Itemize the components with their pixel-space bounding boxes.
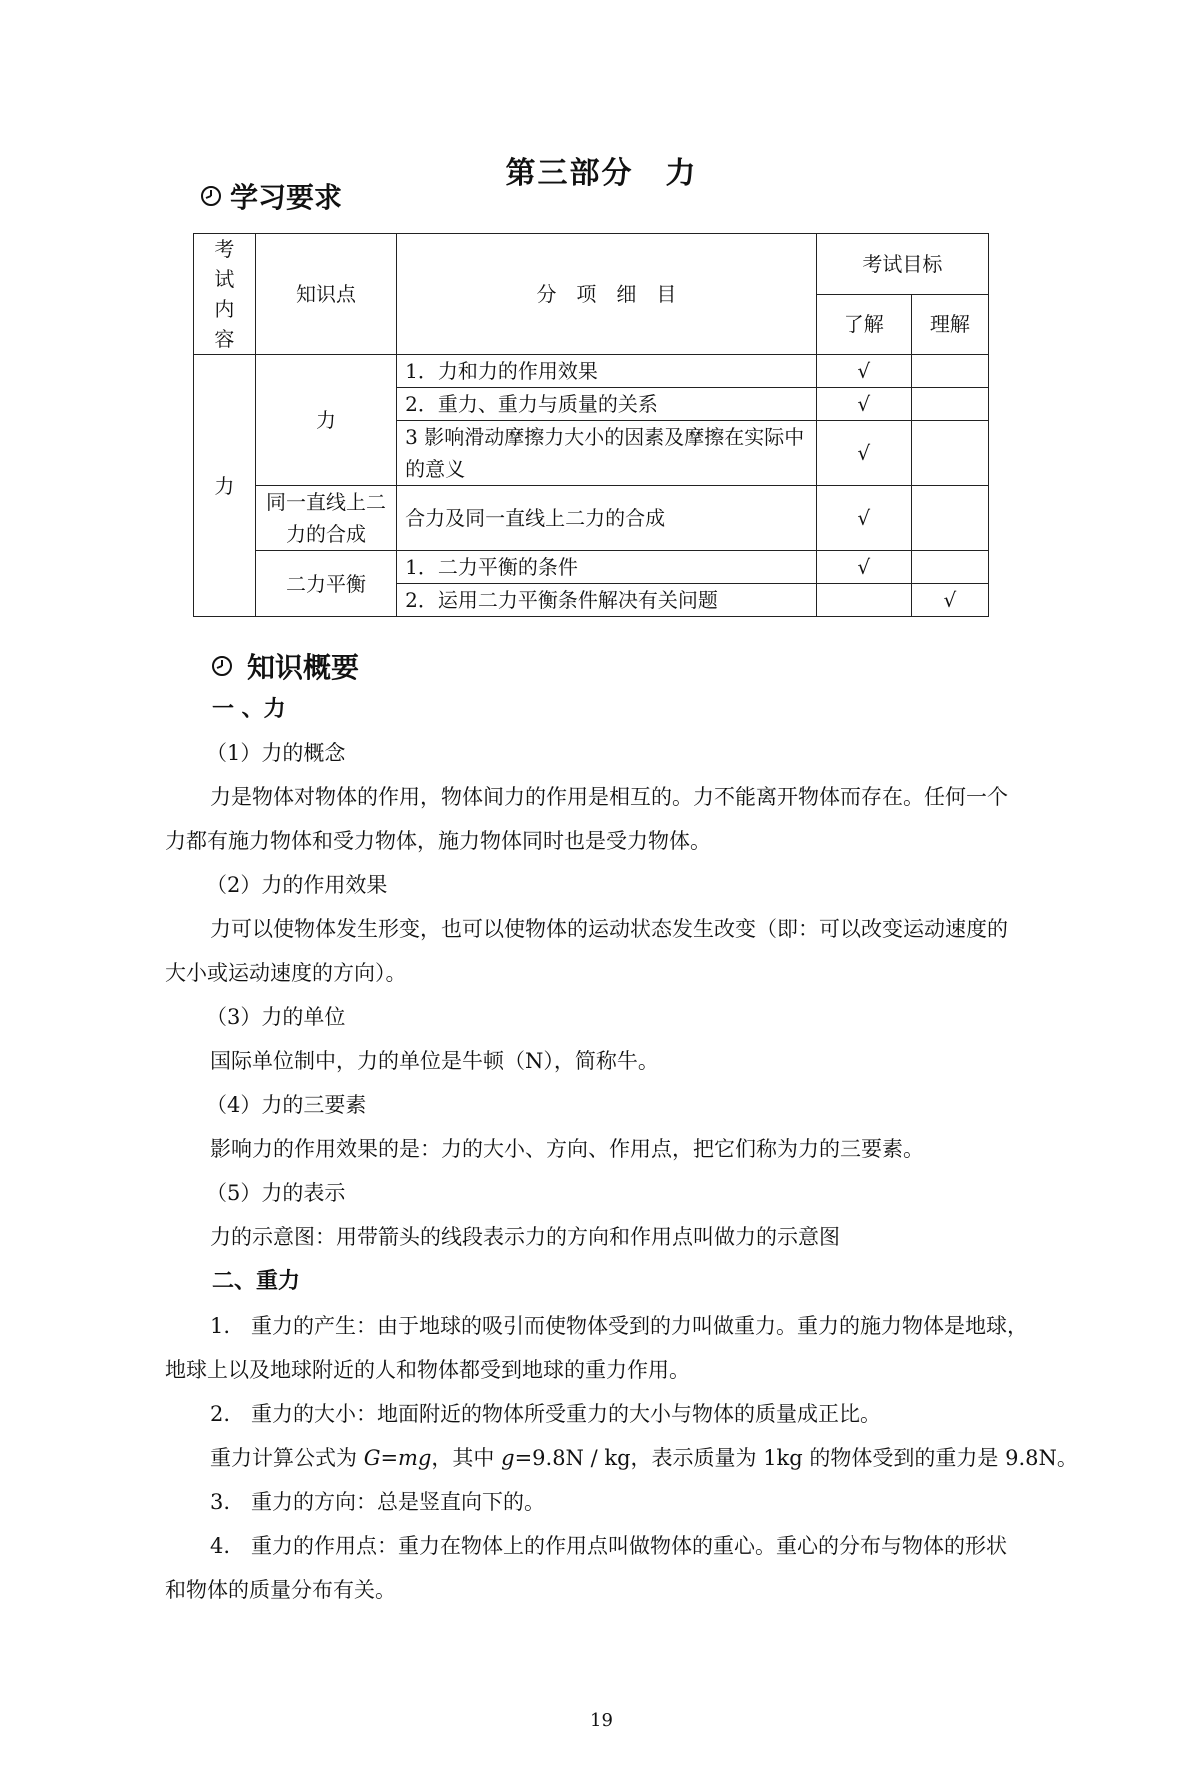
formula: G=mg xyxy=(363,1446,432,1470)
formula-paragraph xyxy=(210,1443,1078,1473)
effect-title: （2）力的作用效果 xyxy=(206,873,388,897)
mark-basic xyxy=(816,584,911,617)
point-cell-composition: 同一直线上二力的合成 xyxy=(255,486,396,551)
header-understand: 理解 xyxy=(911,294,988,355)
paragraph: 国际单位制中，力的单位是牛顿（N），简称牛。 xyxy=(210,1049,659,1073)
unit-title: （3）力的单位 xyxy=(206,1005,346,1029)
page-title: 第三部分 力 xyxy=(505,156,698,191)
mark-deep xyxy=(911,388,988,421)
header-items: 分 项 细 目 xyxy=(397,234,817,355)
paragraph: 大小或运动速度的方向）。 xyxy=(165,961,407,985)
mark-basic: √ xyxy=(816,388,911,421)
formula-g: g xyxy=(501,1446,515,1470)
formula-text: 重力计算公式为 xyxy=(210,1446,364,1470)
section-force-title: 一 、力 xyxy=(212,696,286,722)
paragraph: 3. 重力的方向：总是竖直向下的。 xyxy=(210,1490,546,1514)
overview-heading-text: 知识概要 xyxy=(247,651,360,684)
formula-text: ，其中 xyxy=(431,1446,502,1470)
section-gravity-title: 二、重力 xyxy=(212,1268,301,1294)
mark-basic: √ xyxy=(816,355,911,388)
header-exam-content-text: 考 试 内 容 xyxy=(214,237,235,351)
item-cell: 2．运用二力平衡条件解决有关问题 xyxy=(397,584,817,617)
mark-deep xyxy=(911,421,988,486)
paragraph: 力的示意图：用带箭头的线段表示力的方向和作用点叫做力的示意图 xyxy=(210,1225,840,1249)
paragraph: 和物体的质量分布有关。 xyxy=(165,1578,396,1602)
representation-title: （5）力的表示 xyxy=(206,1181,346,1205)
requirements-table xyxy=(193,233,989,617)
page-number: 19 xyxy=(590,1710,613,1731)
item-cell: 3 影响滑动摩擦力大小的因素及摩擦在实际中的意义 xyxy=(397,421,817,486)
clock-icon xyxy=(211,655,233,677)
item-cell: 1．二力平衡的条件 xyxy=(397,551,817,584)
mark-deep xyxy=(911,355,988,388)
elements-title: （4）力的三要素 xyxy=(206,1093,367,1117)
item-cell: 合力及同一直线上二力的合成 xyxy=(397,486,817,551)
paragraph: 1. 重力的产生：由于地球的吸引而使物体受到的力叫做重力。重力的施力物体是地球， xyxy=(210,1314,1029,1338)
header-understand-basic: 了解 xyxy=(816,294,911,355)
mark-basic: √ xyxy=(816,551,911,584)
item-cell: 1．力和力的作用效果 xyxy=(397,355,817,388)
paragraph: 力可以使物体发生形变，也可以使物体的运动状态发生改变（即：可以改变运动速度的 xyxy=(210,917,1008,941)
formula-text: =9.8N / kg，表示质量为 1kg 的物体受到的重力是 9.8N。 xyxy=(514,1446,1078,1470)
point-cell-force: 力 xyxy=(255,355,396,486)
paragraph: 影响力的作用效果的是：力的大小、方向、作用点，把它们称为力的三要素。 xyxy=(210,1137,924,1161)
header-target: 考试目标 xyxy=(816,234,988,295)
mark-deep xyxy=(911,486,988,551)
mark-deep: √ xyxy=(911,584,988,617)
paragraph: 2. 重力的大小：地面附近的物体所受重力的大小与物体的质量成正比。 xyxy=(210,1402,882,1426)
header-knowledge-point: 知识点 xyxy=(255,234,396,355)
mark-basic: √ xyxy=(816,421,911,486)
mark-basic: √ xyxy=(816,486,911,551)
clock-icon xyxy=(200,185,222,207)
paragraph: 力都有施力物体和受力物体，施力物体同时也是受力物体。 xyxy=(165,829,711,853)
requirements-heading xyxy=(200,176,342,216)
requirements-heading-text: 学习要求 xyxy=(230,181,343,214)
point-cell-balance: 二力平衡 xyxy=(255,551,396,617)
topic-cell: 力 xyxy=(194,355,256,617)
concept-title: （1）力的概念 xyxy=(206,741,346,765)
paragraph: 4. 重力的作用点：重力在物体上的作用点叫做物体的重心。重心的分布与物体的形状 xyxy=(210,1534,1008,1558)
overview-heading xyxy=(211,646,359,686)
mark-deep xyxy=(911,551,988,584)
item-cell: 2．重力、重力与质量的关系 xyxy=(397,388,817,421)
paragraph: 地球上以及地球附近的人和物体都受到地球的重力作用。 xyxy=(165,1358,690,1382)
paragraph: 力是物体对物体的作用，物体间力的作用是相互的。力不能离开物体而存在。任何一个 xyxy=(210,785,1008,809)
header-exam-content xyxy=(194,234,256,355)
